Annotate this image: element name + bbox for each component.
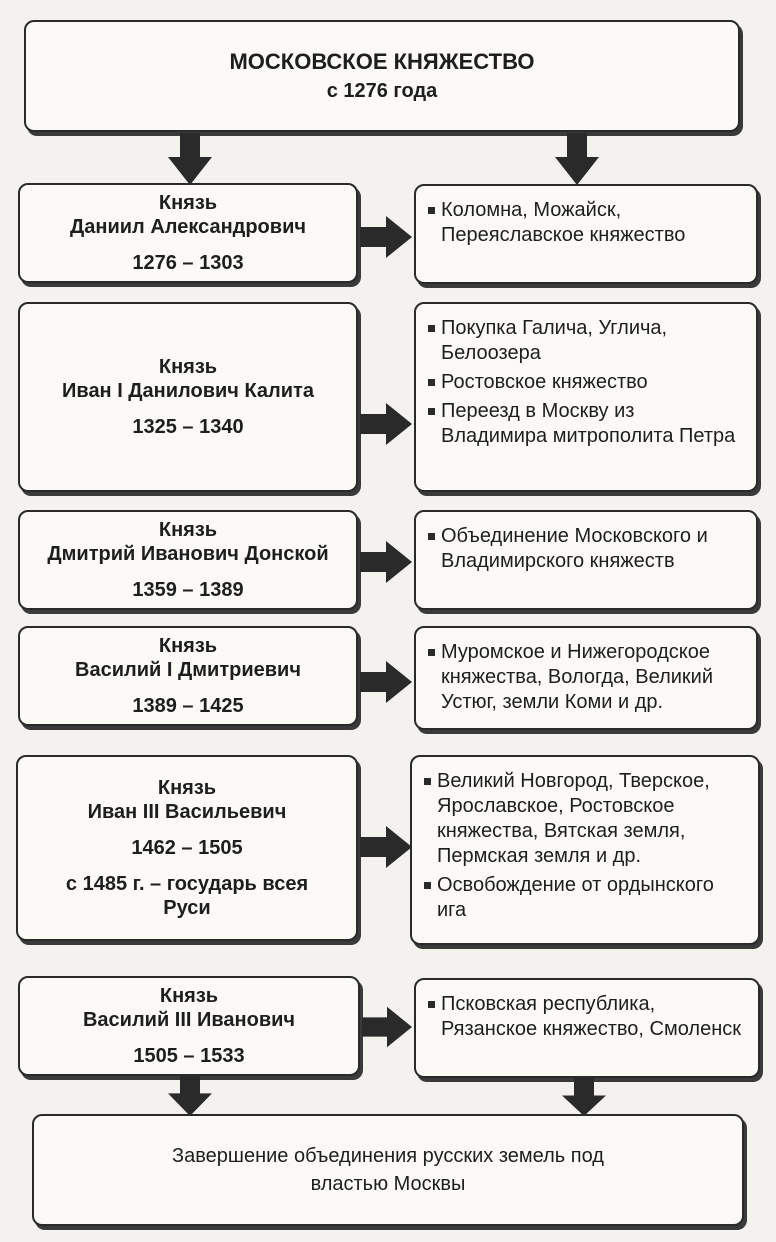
- acquisitions-box-1: [414, 184, 758, 284]
- prince-box-4: [18, 626, 358, 726]
- acquisition-item: [428, 399, 746, 449]
- arrow-right-icon: [360, 661, 412, 703]
- arrow-down-right-bottom-icon: [562, 1078, 606, 1116]
- prince-box-1: [18, 183, 358, 283]
- bullet-square-icon: [428, 1001, 435, 1008]
- acquisition-item: [428, 524, 746, 574]
- arrow-right-icon: [360, 826, 412, 868]
- acquisition-item: [428, 370, 746, 395]
- acquisition-item: [428, 316, 746, 366]
- prince-label: Князь: [158, 519, 218, 541]
- prince-years: 1505 – 1533: [133, 1045, 245, 1067]
- prince-label: Князь: [158, 635, 218, 657]
- arrow-down-right-top-icon: [555, 133, 599, 185]
- diagram-title: МОСКОВСКОЕ КНЯЖЕСТВО: [229, 49, 535, 74]
- prince-years: 1276 – 1303: [132, 252, 244, 274]
- acquisition-text: Псковская республика, Рязанское княжество, Смоленск: [441, 993, 742, 1040]
- arrow-right-icon: [360, 216, 412, 258]
- bullet-square-icon: [428, 207, 435, 214]
- acquisition-text: Освобождение от ордынского ига: [437, 874, 714, 921]
- bottom-box: [32, 1114, 744, 1226]
- prince-name: Иван I Данилович Калита: [62, 380, 314, 402]
- acquisition-text: Коломна, Можайск, Переяславское княжество: [441, 199, 686, 246]
- prince-label: Князь: [159, 985, 219, 1007]
- acquisition-item: [428, 992, 748, 1042]
- acquisitions-box-3: [414, 510, 758, 610]
- acquisition-item: [428, 198, 746, 248]
- acquisition-item: [424, 769, 748, 869]
- acquisition-item: [424, 873, 748, 923]
- acquisitions-box-4: [414, 626, 758, 730]
- prince-box-6: [18, 976, 360, 1076]
- bullet-square-icon: [428, 325, 435, 332]
- bullet-square-icon: [424, 778, 431, 785]
- prince-box-5: [16, 755, 358, 941]
- prince-note: с 1485 г. – государь всея Руси: [65, 873, 309, 919]
- prince-name: Василий I Дмитриевич: [75, 659, 301, 681]
- top-box: [24, 20, 740, 132]
- acquisition-text: Объединение Московского и Владимирского княжеств: [441, 525, 708, 572]
- acquisition-text: Покупка Галича, Углича, Белоозера: [441, 317, 668, 364]
- arrow-down-left-bottom-icon: [168, 1074, 212, 1116]
- prince-label: Князь: [157, 777, 217, 799]
- bullet-square-icon: [424, 882, 431, 889]
- prince-name: Иван III Васильевич: [87, 801, 287, 823]
- prince-years: 1359 – 1389: [132, 579, 244, 601]
- acquisitions-box-6: [414, 978, 760, 1078]
- bullet-square-icon: [428, 649, 435, 656]
- prince-label: Князь: [158, 192, 218, 214]
- bullet-square-icon: [428, 533, 435, 540]
- arrow-right-icon: [362, 1006, 412, 1048]
- bullet-square-icon: [428, 408, 435, 415]
- prince-years: 1462 – 1505: [131, 837, 243, 859]
- arrow-down-left-top-icon: [168, 133, 212, 185]
- bullet-square-icon: [428, 379, 435, 386]
- acquisition-item: [428, 640, 746, 715]
- prince-box-2: [18, 302, 358, 492]
- acquisition-text: Переезд в Москву из Владимира митрополита Петра: [441, 400, 736, 447]
- diagram-subtitle: с 1276 года: [326, 80, 438, 102]
- prince-label: Князь: [158, 356, 218, 378]
- prince-box-3: [18, 510, 358, 610]
- acquisitions-box-5: [410, 755, 760, 945]
- arrow-right-icon: [360, 403, 412, 445]
- prince-name: Даниил Александрович: [70, 216, 306, 238]
- acquisition-text: Муромское и Нижегородское княжества, Вологда, Великий Устюг, земли Коми и др.: [441, 641, 714, 713]
- prince-name: Василий III Иванович: [82, 1009, 296, 1031]
- acquisition-text: Великий Новгород, Тверское, Ярославское, Ростовское княжества, Вятская земля, Пермская земля и др.: [437, 770, 710, 867]
- prince-years: 1325 – 1340: [132, 416, 244, 438]
- acquisitions-box-2: [414, 302, 758, 492]
- final-text: Завершение объединения русских земель под властью Москвы: [172, 1145, 604, 1195]
- acquisition-text: Ростовское княжество: [441, 371, 648, 393]
- prince-name: Дмитрий Иванович Донской: [47, 543, 329, 565]
- prince-years: 1389 – 1425: [132, 695, 244, 717]
- arrow-right-icon: [360, 541, 412, 583]
